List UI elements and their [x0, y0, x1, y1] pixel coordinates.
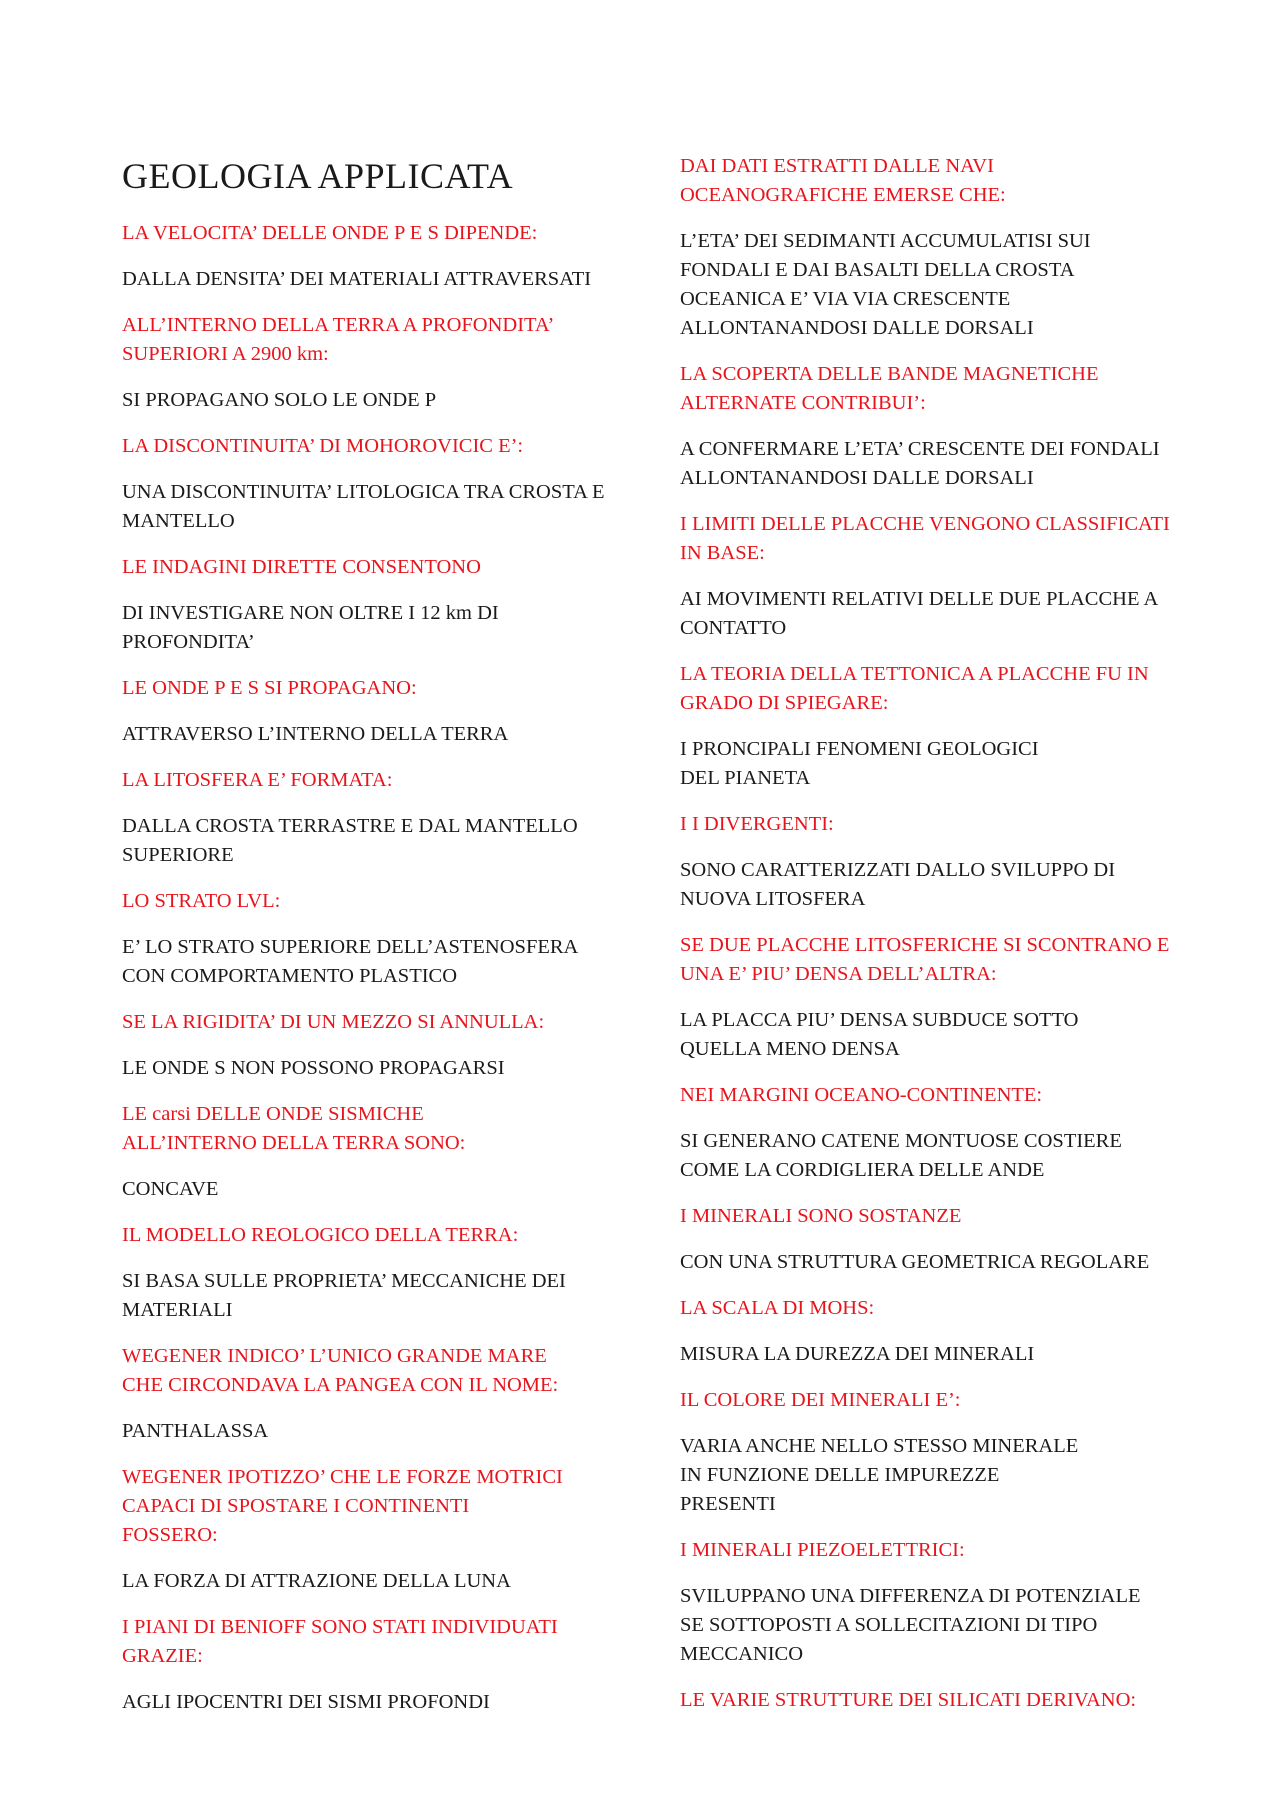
answer: CONCAVE [122, 1178, 219, 1201]
question: LA DISCONTINUITA’ DI MOHOROVICIC E’: [122, 435, 524, 458]
right-column [680, 152, 1180, 1732]
answer: L’ETA’ DEI SEDIMANTI ACCUMULATISI SUI FONDALI E DAI BASALTI DELLA CROSTA OCEANICA E’ VIA VIA CRESCENTE ALLONTANANDOSI DALLE DORSALI [680, 230, 1091, 339]
answer: DI INVESTIGARE NON OLTRE I 12 km DI PROFONDITA’ [122, 602, 499, 654]
page-title: GEOLOGIA APPLICATA [122, 156, 514, 196]
question: I PIANI DI BENIOFF SONO STATI INDIVIDUATI GRAZIE: [122, 1616, 558, 1668]
answer: SI BASA SULLE PROPRIETA’ MECCANICHE DEI MATERIALI [122, 1270, 566, 1322]
question: IL MODELLO REOLOGICO DELLA TERRA: [122, 1224, 519, 1247]
question: I MINERALI SONO SOSTANZE [680, 1205, 962, 1227]
question: LE VARIE STRUTTURE DEI SILICATI DERIVANO: [680, 1689, 1137, 1711]
answer: ATTRAVERSO L’INTERNO DELLA TERRA [122, 723, 509, 746]
question: NEI MARGINI OCEANO-CONTINENTE: [680, 1084, 1043, 1106]
answer: AI MOVIMENTI RELATIVI DELLE DUE PLACCHE A CONTATTO [680, 588, 1159, 639]
answer: SI PROPAGANO SOLO LE ONDE P [122, 389, 437, 412]
question: LE INDAGINI DIRETTE CONSENTONO [122, 556, 481, 579]
question: LA VELOCITA’ DELLE ONDE P E S DIPENDE: [122, 222, 538, 245]
answer: AGLI IPOCENTRI DEI SISMI PROFONDI [122, 1691, 490, 1714]
answer: LA FORZA DI ATTRAZIONE DELLA LUNA [122, 1570, 511, 1593]
answer: SVILUPPANO UNA DIFFERENZA DI POTENZIALE SE SOTTOPOSTI A SOLLECITAZIONI DI TIPO MECCANICO [680, 1585, 1141, 1665]
answer: SI GENERANO CATENE MONTUOSE COSTIERE COME LA CORDIGLIERA DELLE ANDE [680, 1130, 1122, 1181]
answer: SONO CARATTERIZZATI DALLO SVILUPPO DI NUOVA LITOSFERA [680, 859, 1116, 910]
answer: MISURA LA DUREZZA DEI MINERALI [680, 1343, 1035, 1365]
question: DAI DATI ESTRATTI DALLE NAVI OCEANOGRAFICHE EMERSE CHE: [680, 155, 1006, 206]
question: LA SCOPERTA DELLE BANDE MAGNETICHE ALTERNATE CONTRIBUI’: [680, 363, 1099, 414]
answer: I PRONCIPALI FENOMENI GEOLOGICI DEL PIANETA [680, 738, 1039, 789]
question: LA LITOSFERA E’ FORMATA: [122, 769, 393, 792]
question: I MINERALI PIEZOELETTRICI: [680, 1539, 965, 1561]
answer: LA PLACCA PIU’ DENSA SUBDUCE SOTTO QUELLA MENO DENSA [680, 1009, 1079, 1060]
answer: A CONFERMARE L’ETA’ CRESCENTE DEI FONDALI ALLONTANANDOSI DALLE DORSALI [680, 438, 1160, 489]
question: SE DUE PLACCHE LITOSFERICHE SI SCONTRANO E UNA E’ PIU’ DENSA DELL’ALTRA: [680, 934, 1170, 985]
answer: VARIA ANCHE NELLO STESSO MINERALE IN FUNZIONE DELLE IMPUREZZE PRESENTI [680, 1435, 1079, 1515]
answer: DALLA DENSITA’ DEI MATERIALI ATTRAVERSATI [122, 268, 592, 291]
question: LE ONDE P E S SI PROPAGANO: [122, 677, 417, 700]
answer: DALLA CROSTA TERRASTRE E DAL MANTELLO SUPERIORE [122, 815, 578, 867]
question: I I DIVERGENTI: [680, 813, 834, 835]
answer: LE ONDE S NON POSSONO PROPAGARSI [122, 1057, 505, 1080]
question: WEGENER IPOTIZZO’ CHE LE FORZE MOTRICI CAPACI DI SPOSTARE I CONTINENTI FOSSERO: [122, 1466, 563, 1547]
answer: PANTHALASSA [122, 1420, 269, 1443]
question: SE LA RIGIDITA’ DI UN MEZZO SI ANNULLA: [122, 1011, 545, 1034]
question: LO STRATO LVL: [122, 890, 281, 913]
question: IL COLORE DEI MINERALI E’: [680, 1389, 961, 1411]
answer: E’ LO STRATO SUPERIORE DELL’ASTENOSFERA CON COMPORTAMENTO PLASTICO [122, 936, 579, 988]
question: ALL’INTERNO DELLA TERRA A PROFONDITA’ SUPERIORI A 2900 km: [122, 314, 555, 366]
question: WEGENER INDICO’ L’UNICO GRANDE MARE CHE CIRCONDAVA LA PANGEA CON IL NOME: [122, 1345, 559, 1397]
answer: CON UNA STRUTTURA GEOMETRICA REGOLARE [680, 1251, 1150, 1273]
question: LA TEORIA DELLA TETTONICA A PLACCHE FU IN GRADO DI SPIEGARE: [680, 663, 1149, 714]
question: LE carsi DELLE ONDE SISMICHE ALL’INTERNO DELLA TERRA SONO: [122, 1103, 466, 1155]
question: LA SCALA DI MOHS: [680, 1297, 875, 1319]
answer: UNA DISCONTINUITA’ LITOLOGICA TRA CROSTA E MANTELLO [122, 481, 605, 533]
left-column [122, 152, 612, 1734]
question: I LIMITI DELLE PLACCHE VENGONO CLASSIFICATI IN BASE: [680, 513, 1170, 564]
